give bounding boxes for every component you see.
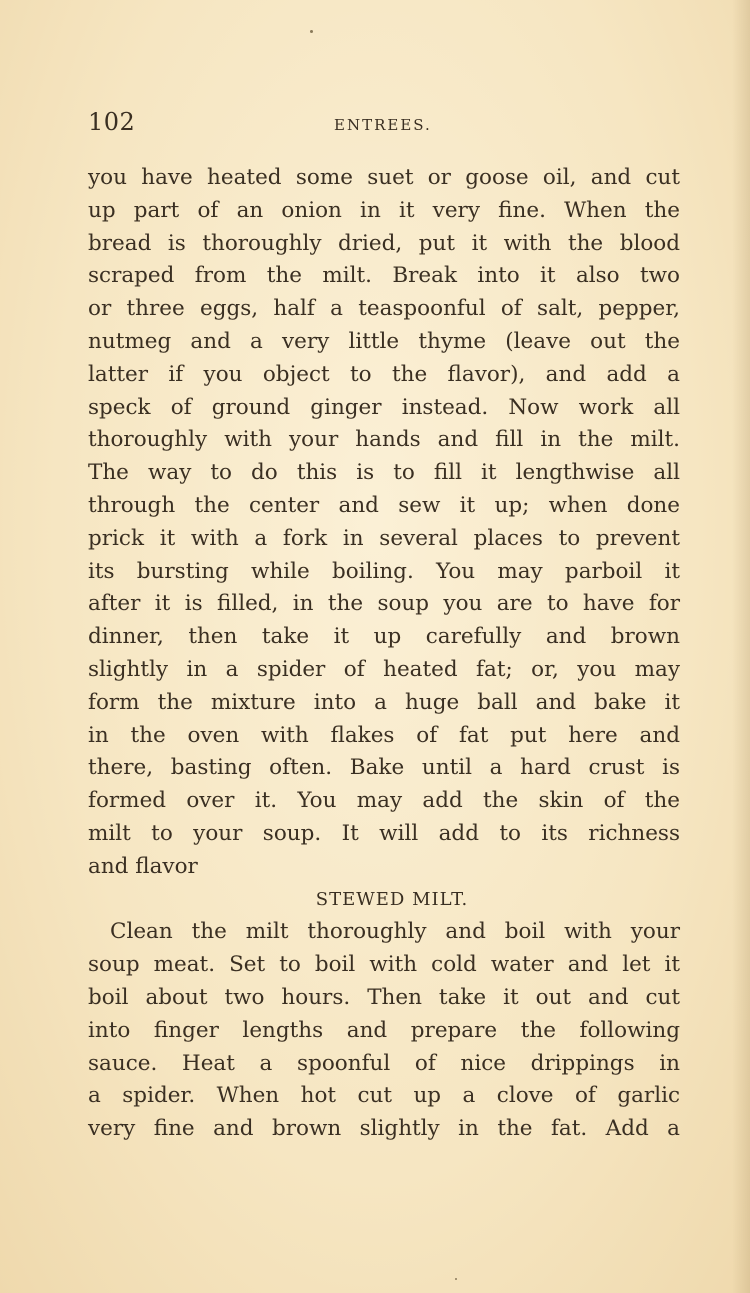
text-line: up part of an onion in it very fine. When the [88,197,680,223]
text-line: its bursting while boiling. You may parboil it [88,558,680,584]
text-line: sauce. Heat a spoonful of nice drippings in [88,1050,680,1076]
page-number: 102 [88,108,136,136]
page-text [88,162,680,1146]
text-line: scraped from the milt. Break into it also two [88,263,680,289]
text-line: Clean the milt thoroughly and boil with your [110,919,680,945]
section-heading: STEWED MILT. [315,888,469,910]
text-line: slightly in a spider of heated fat; or, you may [88,656,680,682]
text-line: boil about two hours. Then take it out and cut [88,984,680,1010]
text-line: after it is filled, in the soup you are to have for [88,591,680,617]
text-line: milt to your soup. It will add to its richness [88,820,680,846]
text-line: thoroughly with your hands and fill in the milt. [88,427,680,453]
text-line: into finger lengths and prepare the following [88,1017,680,1043]
text-line: you have heated some suet or goose oil, and cut [88,165,680,190]
text-line: soup meat. Set to boil with cold water and let it [88,952,680,978]
text-line: a spider. When hot cut up a clove of garlic [88,1083,680,1109]
text-line: bread is thoroughly dried, put it with the blood [88,230,680,256]
text-line: or three eggs, half a teaspoonful of salt, pepper, [88,296,680,322]
ink-speck [310,30,313,33]
running-head: ENTREES. [334,116,432,134]
text-line: through the center and sew it up; when done [88,492,680,518]
text-line: speck of ground ginger instead. Now work all [88,394,680,420]
text-line: The way to do this is to fill it lengthwise all [88,460,680,486]
ink-speck [455,1278,457,1280]
text-line: very fine and brown slightly in the fat. Add a [88,1116,680,1142]
text-line: formed over it. You may add the skin of the [88,788,680,814]
text-line: prick it with a fork in several places to prevent [88,525,680,551]
text-line: form the mixture into a huge ball and bake it [88,689,680,715]
text-line: nutmeg and a very little thyme (leave out the [88,328,680,354]
text-line: there, basting often. Bake until a hard crust is [88,755,680,781]
text-line: in the oven with flakes of fat put here and [88,722,680,748]
page-header [88,108,678,138]
text-line: latter if you object to the flavor), and add a [88,361,680,387]
text-line: dinner, then take it up carefully and brown [88,624,680,650]
text-line: and flavor [88,853,198,879]
